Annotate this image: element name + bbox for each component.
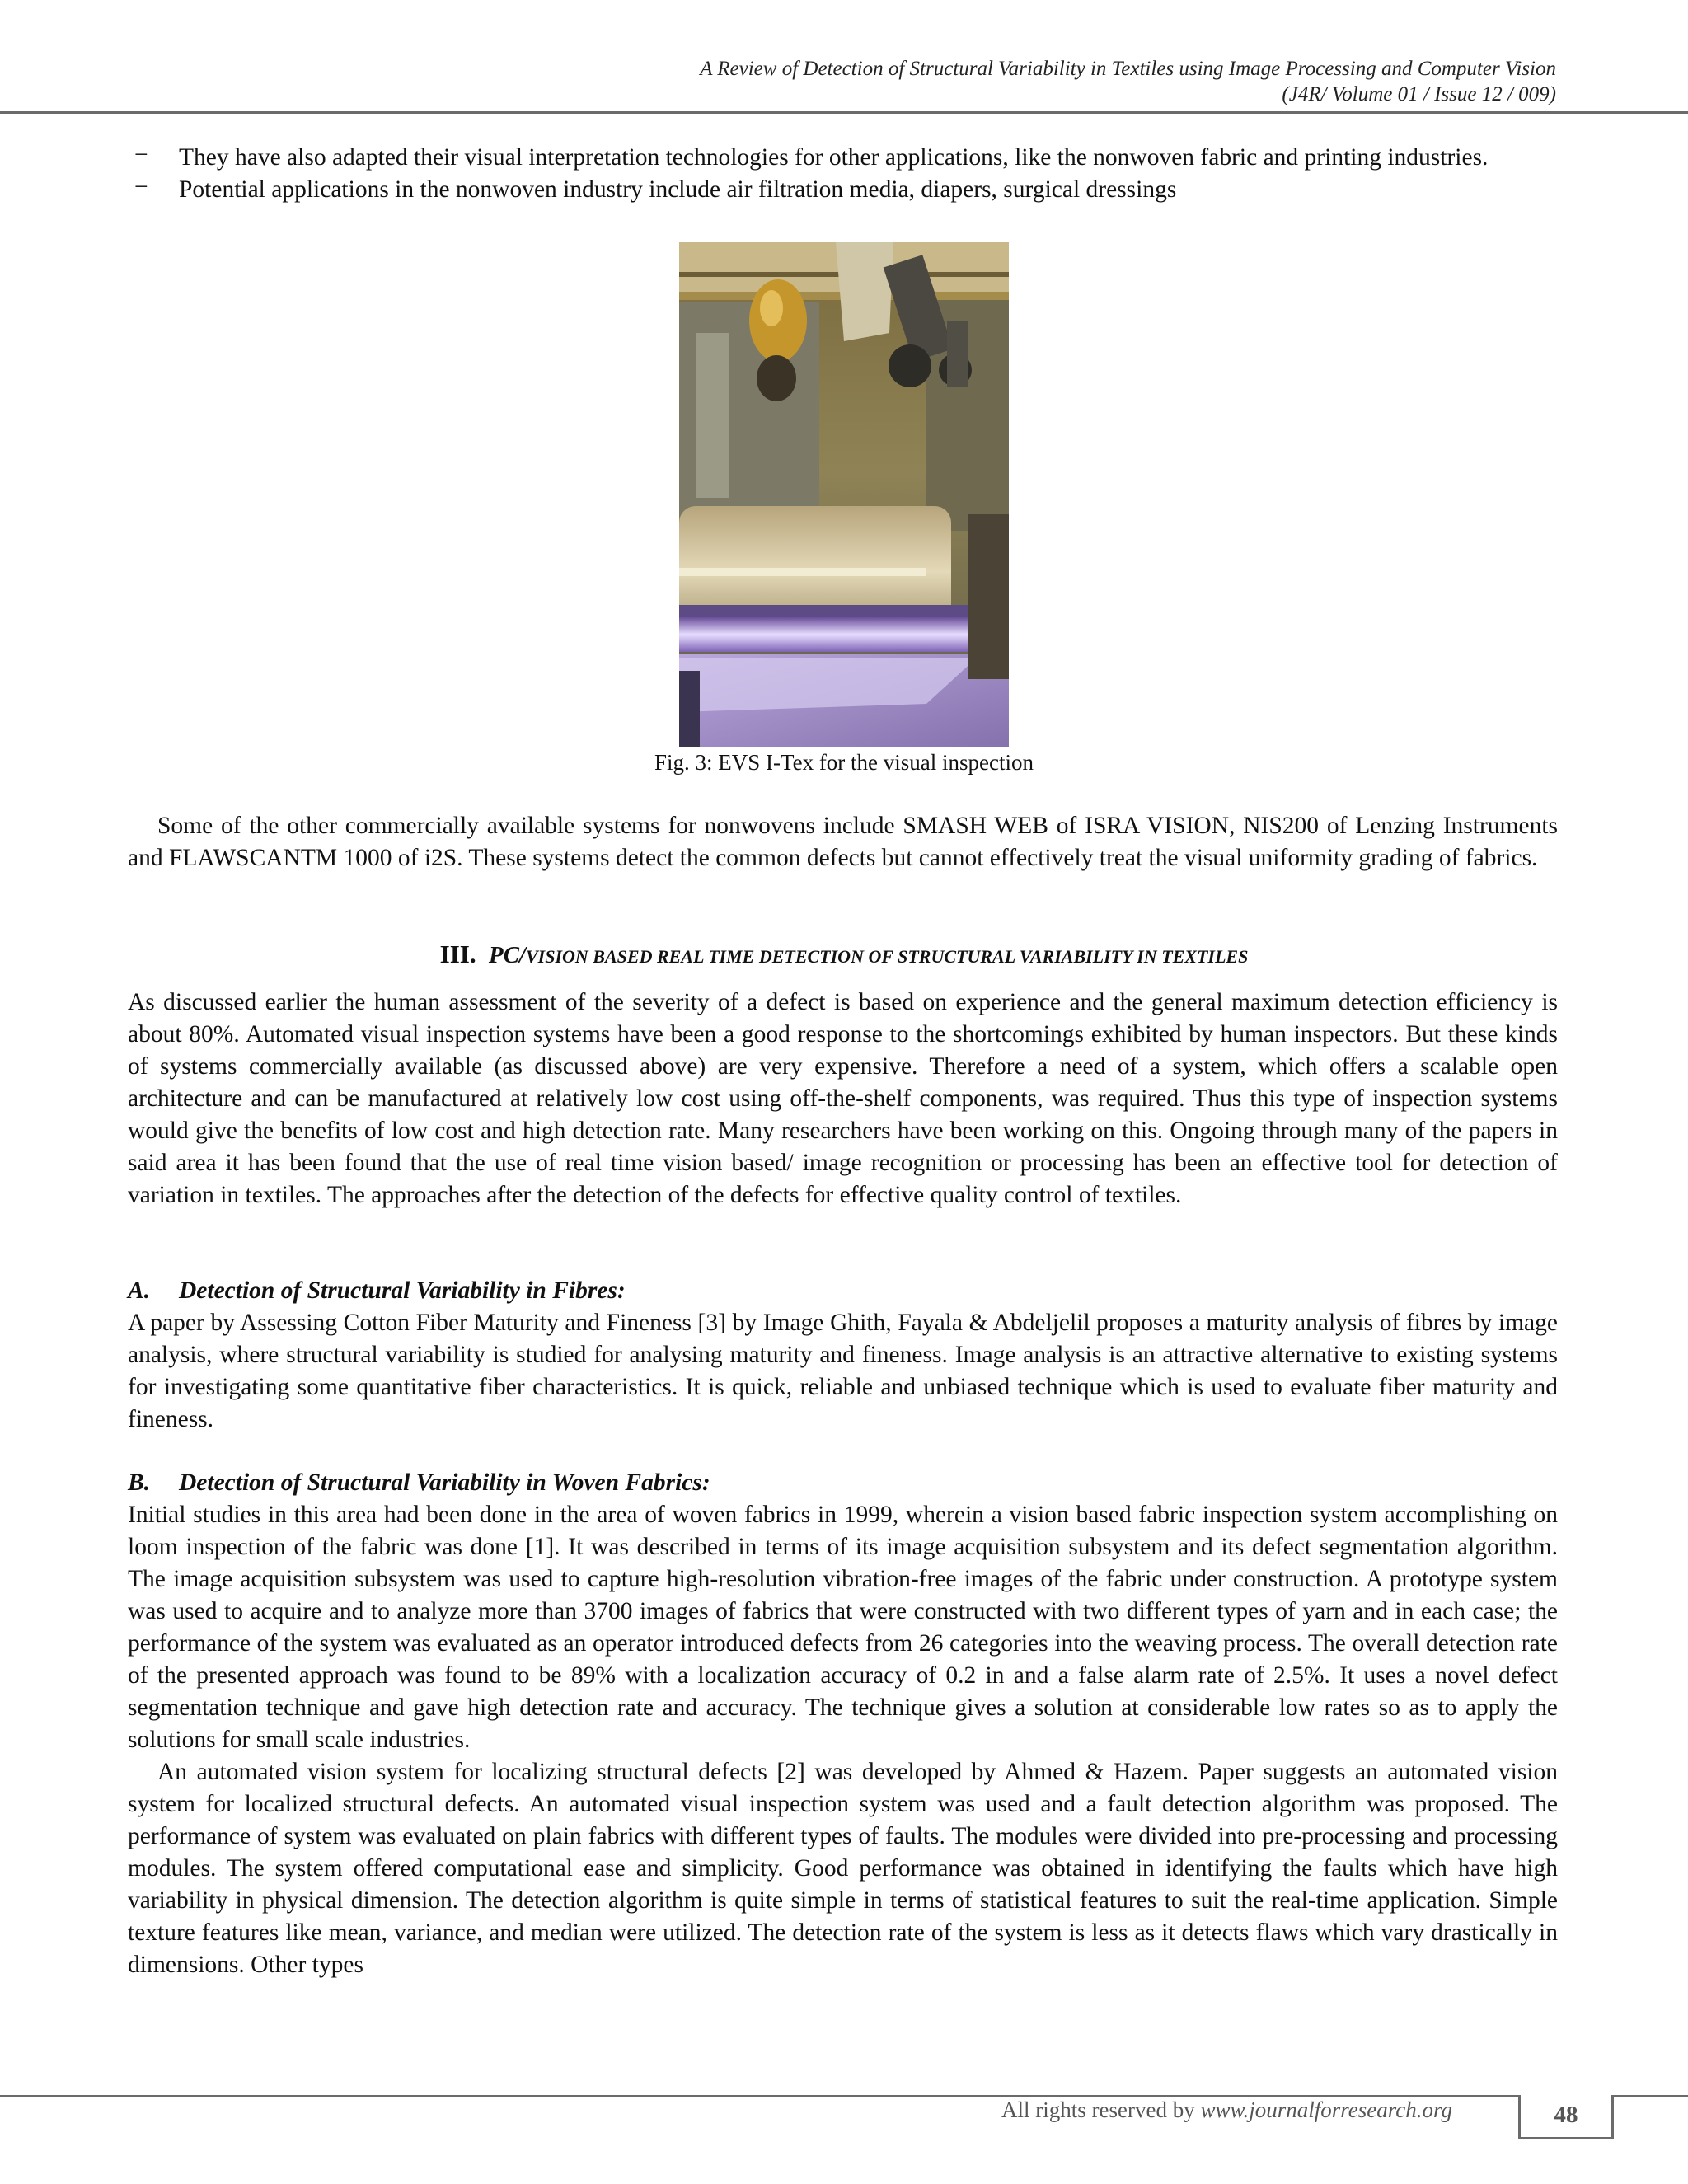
section-title-rest: VISION BASED REAL TIME DETECTION OF STRUCTURAL VARIABILITY IN TEXTILES xyxy=(526,946,1249,967)
figure-caption: Fig. 3: EVS I-Tex for the visual inspection xyxy=(654,750,1034,775)
bullet-text: They have also adapted their visual interpretation technologies for other applications, like the nonwoven fabric and printing industries. xyxy=(179,144,1489,171)
section-heading xyxy=(0,940,1688,969)
subsection-b-label: B. xyxy=(128,1469,151,1496)
subsection-b xyxy=(128,1467,1558,1981)
bullet-list xyxy=(128,142,1558,206)
footer-url: www.journalforresearch.org xyxy=(1200,2097,1452,2122)
paragraph-commercial-systems: Some of the other commercially available systems for nonwovens include SMASH WEB of ISRA VISION, NIS200 of Lenzing Instruments and FLAWSCANTM 1000 of i2S. These systems detect the common defects but cannot effectively treat the visual uniformity grading of fabrics. xyxy=(128,813,1558,871)
subsection-b-paragraph-2: An automated vision system for localizing structural defects [2] was developed by Ahmed & Hazem. Paper suggests an automated vision system for localized structural defects. An automated visual inspection system was used and a fault detection algorithm was proposed. The performance of system was evaluated on plain fabrics with different types of faults. The modules were divided into pre-processing and processing modules. The system offered computational ease and simplicity. Good performance was obtained in identifying the faults which have high variability in physical dimension. The detection algorithm is quite simple in terms of statistical features to suit the real-time application. Simple texture features like mean, variance, and median were utilized. The detection rate of the system is less as it detects flaws which vary drastically in dimensions. Other types xyxy=(128,1759,1558,1978)
section-title-lead: PC/ xyxy=(488,942,526,968)
subsection-a-label: A. xyxy=(128,1277,151,1304)
subsection-a-title: Detection of Structural Variability in Fibres: xyxy=(179,1277,626,1304)
header-rule xyxy=(0,111,1688,114)
bullet-dash: − xyxy=(134,142,148,168)
subsection-b-title: Detection of Structural Variability in Woven Fabrics: xyxy=(179,1469,710,1496)
figure-photo-evs-itex xyxy=(679,242,1009,747)
running-header-title: A Review of Detection of Structural Variability in Textiles using Image Processing and Computer Vision xyxy=(700,58,1556,80)
subsection-b-heading xyxy=(128,1467,1558,1499)
subsection-b-paragraph-1: Initial studies in this area had been done in the area of woven fabrics in 1999, wherein a vision based fabric inspection system accomplishing on loom inspection of the fabric was done [1]. It was described in terms of its image acquisition subsystem and its defect segmentation algorithm. The image acquisition subsystem was used to capture high-resolution vibration-free images of the fabric under construction. A prototype system was used to acquire and to analyze more than 3700 images of fabrics that were constructed with two different types of yarn and in each case; the performance of the system was evaluated as an operator introduced defects from 26 categories into the weaving process. The overall detection rate of the presented approach was found to be 89% with a localization accuracy of 0.2 in and a false alarm rate of 2.5%. It uses a novel defect segmentation technique and gave high detection rate and accuracy. The technique gives a solution at considerable low rates so as to apply the solutions for small scale industries. xyxy=(128,1502,1558,1753)
bullet-item xyxy=(128,174,1558,206)
footer-rights xyxy=(1001,2097,1452,2123)
footer-rights-text: All rights reserved by xyxy=(1001,2097,1201,2122)
running-header-issue: (J4R/ Volume 01 / Issue 12 / 009) xyxy=(1282,83,1556,105)
footer-rule-right xyxy=(1614,2095,1688,2097)
running-header xyxy=(700,56,1556,107)
subsection-a-body: A paper by Assessing Cotton Fiber Maturity and Fineness [3] by Image Ghith, Fayala & Abdeljelil proposes a maturity analysis of fibres by image analysis, where structural variability is studied for analysing maturity and fineness. Image analysis is an attractive alternative to existing systems for investigating some quantitative fiber characteristics. It is quick, reliable and unbiased technique which is used to evaluate fiber maturity and fineness. xyxy=(128,1310,1558,1432)
section-number: III. xyxy=(439,940,476,968)
subsection-a-heading xyxy=(128,1275,1558,1307)
section-body: As discussed earlier the human assessment of the severity of a defect is based on experience and the general maximum detection efficiency is about 80%. Automated visual inspection systems have been a good response to the shortcomings exhibited by human inspectors. But these kinds of systems commercially available (as discussed above) are very expensive. Therefore a need of a system, which offers a scalable open architecture and can be manufactured at relatively low cost using off-the-shelf components, was required. Thus this type of inspection systems would give the benefits of low cost and high detection rate. Many researchers have been working on this. Ongoing through many of the papers in said area it has been found that the use of real time vision based/ image recognition or processing has been an effective tool for detection of variation in textiles. The approaches after the detection of the defects for effective quality control of textiles. xyxy=(128,989,1558,1208)
bullet-dash: − xyxy=(134,174,148,200)
bullet-text: Potential applications in the nonwoven industry include air filtration media, diapers, surgical dressings xyxy=(179,176,1177,203)
page-number: 48 xyxy=(1554,2102,1578,2128)
subsection-a xyxy=(128,1275,1558,1436)
bullet-item xyxy=(128,142,1558,174)
